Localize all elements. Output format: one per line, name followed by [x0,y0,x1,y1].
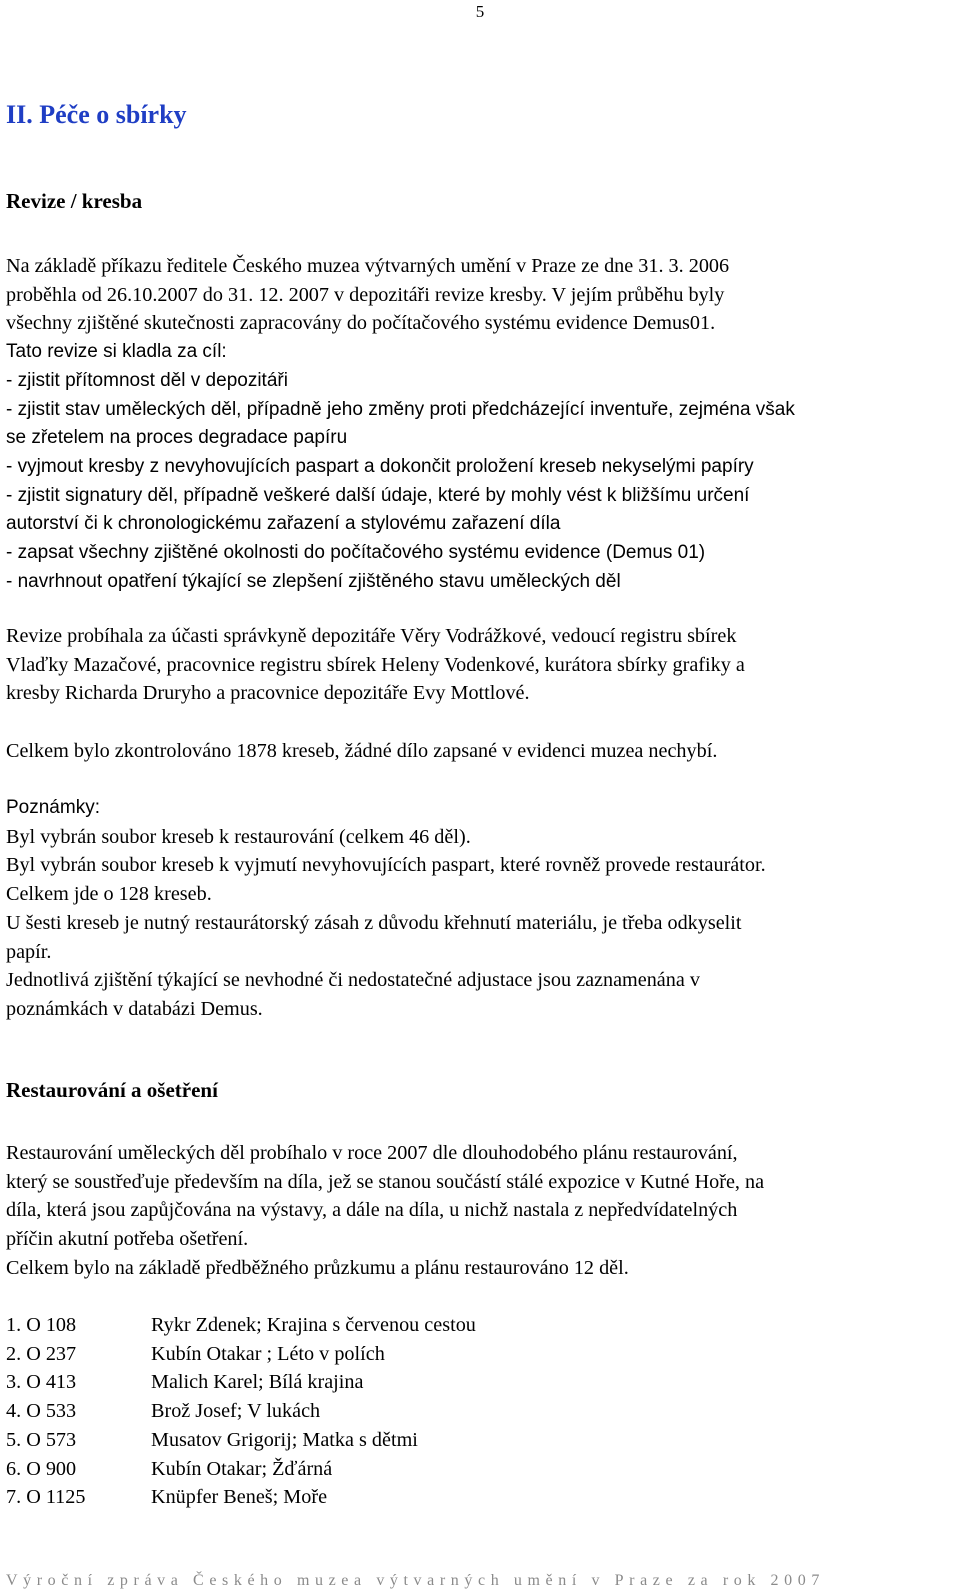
notes-label: Poznámky: [6,797,100,818]
list-item [6,1455,476,1484]
work-description: Rykr Zdenek; Krajina s červenou cestou [151,1314,476,1336]
work-description: Kubín Otakar ; Léto v polích [151,1342,385,1365]
note-line: Byl vybrán soubor kreseb k restaurování (celkem 46 děl). [6,825,471,848]
note-line: Celkem jde o 128 kreseb. [6,883,212,906]
revize-intro-paragraph [6,252,951,596]
work-description: Malich Karel; Bílá krajina [151,1371,364,1394]
goal-item: se zřetelem na proces degradace papíru [6,427,348,449]
work-description: Kubín Otakar; Žďárná [151,1457,333,1480]
goal-item: - zjistit přítomnost děl v depozitáři [6,369,288,391]
note-line: papír. [6,940,52,963]
text-line: díla, která jsou zapůjčována na výstavy, a dále na díla, u nichž nastala z nepředvídatelných [6,1199,738,1222]
work-description: Musatov Grigorij; Matka s dětmi [151,1428,418,1451]
text-line: který se soustřeďuje především na díla, jež se stanou součástí stálé expozice v Kutné Hoře, na [6,1170,765,1193]
text-line: všechny zjištěné skutečnosti zapracovány do počítačového systému evidence Demus01. [6,312,716,335]
work-inventory-number: 7. O 1125 [6,1486,86,1509]
list-item [6,1483,476,1512]
text-line: Restaurování uměleckých děl probíhalo v roce 2007 dle dlouhodobého plánu restaurování, [6,1142,738,1164]
page-number: 5 [475,2,485,21]
text-line: proběhla od 26.10.2007 do 31. 12. 2007 v depozitáři revize kresby. V jejím průběhu byly [6,283,725,306]
revize-goals-list [6,338,951,596]
work-inventory-number: 1. O 108 [6,1314,77,1336]
text-line: příčin akutní potřeba ošetření. [6,1228,249,1251]
revize-total-paragraph [6,737,951,766]
text-line: Revize probíhala za účasti správkyně depozitáře Věry Vodrážkové, vedoucí registru sbírek [6,625,737,647]
text-line: kresby Richarda Druryho a pracovnice depozitáře Evy Mottlové. [6,682,530,705]
list-item [6,1397,476,1426]
page-footer: Výroční zpráva Českého muzea výtvarných umění v Praze za rok 2007 [6,1572,825,1589]
section-title-restaurovani: Restaurování a ošetření [6,1078,218,1102]
text-line: Na základě příkazu ředitele Českého muzea výtvarných umění v Praze ze dne 31. 3. 2006 [6,255,730,277]
text-line: Celkem bylo na základě předběžného průzkumu a plánu restaurováno 12 děl. [6,1256,629,1279]
work-inventory-number: 6. O 900 [6,1457,77,1480]
list-item [6,1311,476,1340]
restored-works-list [6,1311,476,1512]
goal-item: - vyjmout kresby z nevyhovujících paspart a dokončit proložení kreseb nekyselými papíry [6,455,754,477]
chapter-title: II. Péče o sbírky [6,100,187,129]
list-item [6,1368,476,1397]
note-line: Byl vybrán soubor kreseb k vyjmutí nevyhovujících paspart, které rovněž provede restaurátor. [6,854,766,877]
note-line: Jednotlivá zjištění týkající se nevhodné či nedostatečné adjustace jsou zaznamenána v [6,969,700,992]
goal-item: - zjistit signatury děl, případně veškeré další údaje, které by mohly vést k bližšímu určení [6,484,750,506]
work-description: Brož Josef; V lukách [151,1400,321,1423]
work-description: Knüpfer Beneš; Moře [151,1486,328,1509]
work-inventory-number: 4. O 533 [6,1400,77,1423]
text-line: Celkem bylo zkontrolováno 1878 kreseb, žádné dílo zapsané v evidenci muzea nechybí. [6,740,718,762]
goal-item: autorství či k chronologickému zařazení a stylovému zařazení díla [6,513,561,535]
work-inventory-number: 5. O 573 [6,1428,77,1451]
goal-item: - zapsat všechny zjištěné okolnosti do počítačového systému evidence (Demus 01) [6,542,706,564]
revize-staff-paragraph [6,622,951,708]
goal-item: - navrhnout opatření týkající se zlepšení zjištěného stavu uměleckých děl [6,570,621,592]
list-item [6,1340,476,1369]
goals-heading: Tato revize si kladla za cíl: [6,341,227,363]
text-line: Vlaďky Mazačové, pracovnice registru sbírek Heleny Vodenkové, kurátora sbírky grafiky a [6,653,745,676]
restaurovani-paragraph [6,1139,951,1283]
list-item [6,1426,476,1455]
goal-item: - zjistit stav uměleckých děl, případně jeho změny proti předcházející inventuře, zejména však [6,398,795,420]
note-line: poznámkách v databázi Demus. [6,997,263,1020]
section-title-revize: Revize / kresba [6,189,143,213]
work-inventory-number: 2. O 237 [6,1342,77,1365]
work-inventory-number: 3. O 413 [6,1371,77,1394]
note-line: U šesti kreseb je nutný restaurátorský zásah z důvodu křehnutí materiálu, je třeba odkyselit [6,911,742,934]
revize-notes [6,794,951,1024]
